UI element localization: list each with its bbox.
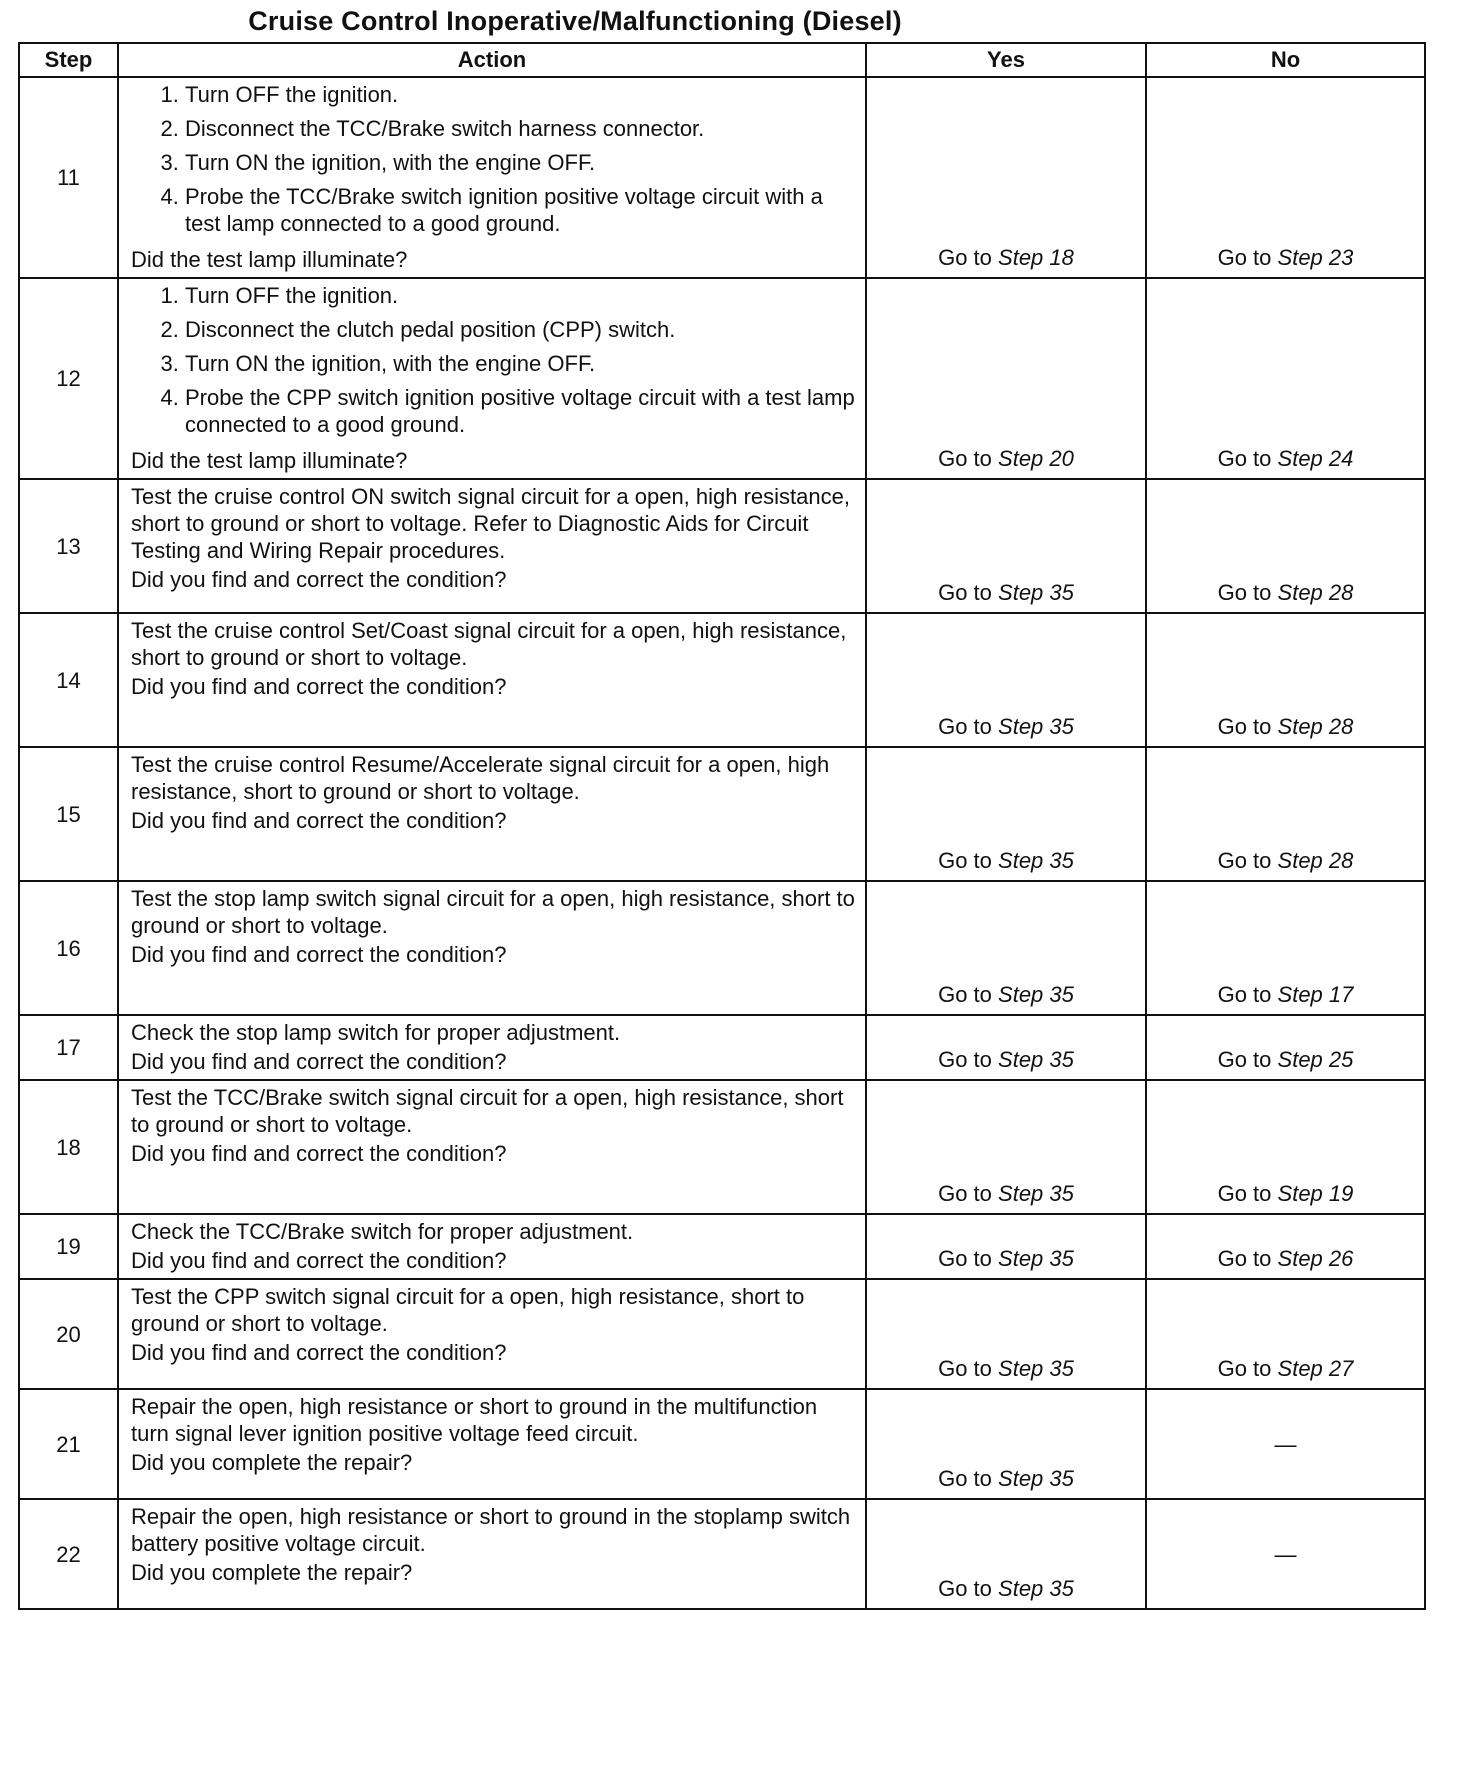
step-reference: [998, 1181, 1074, 1206]
answer-yes-cell: [866, 77, 1146, 278]
action-question: Did you find and correct the condition?: [131, 942, 507, 967]
go-to-text: Go to: [938, 580, 992, 605]
answer-no-cell: [1146, 1080, 1425, 1214]
action-question: Did the test lamp illuminate?: [131, 448, 408, 473]
action-cell: [118, 1214, 866, 1279]
answer-no-cell: [1146, 77, 1425, 278]
header-step: Step: [19, 43, 118, 77]
action-content: [131, 1218, 857, 1274]
action-text: Test the cruise control Resume/Accelerate signal circuit for a open, high resistance, short to ground or short to voltage.: [131, 752, 830, 804]
answer-yes-cell: [866, 1389, 1146, 1499]
action-question: Did you find and correct the condition?: [131, 674, 507, 699]
table-row: [19, 479, 1425, 613]
action-cell: [118, 77, 866, 278]
answer-yes-cell: [866, 479, 1146, 613]
step-word: Step: [998, 446, 1044, 471]
step-target: 35: [1049, 982, 1074, 1007]
action-cell: [118, 747, 866, 881]
step-number: 12: [19, 278, 118, 479]
step-number: 16: [19, 881, 118, 1015]
action-cell: [118, 1015, 866, 1080]
table-row: [19, 1080, 1425, 1214]
step-target: 35: [1049, 1246, 1074, 1271]
step-reference: [998, 1047, 1074, 1072]
step-reference: [1278, 1246, 1354, 1271]
step-word: Step: [998, 982, 1044, 1007]
action-content: [131, 483, 857, 593]
action-question: Did the test lamp illuminate?: [131, 247, 408, 272]
step-word: Step: [998, 245, 1044, 270]
step-target: 24: [1328, 446, 1354, 471]
table-row: [19, 881, 1425, 1015]
step-reference: [1278, 1356, 1354, 1381]
step-target: 35: [1049, 1576, 1074, 1601]
table-row: [19, 1279, 1425, 1389]
table-body: [19, 77, 1425, 1609]
action-content: [131, 1019, 857, 1075]
step-word: Step: [998, 580, 1044, 605]
step-target: 28: [1328, 714, 1354, 739]
answer-no-cell: [1146, 1015, 1425, 1080]
action-content: [131, 1283, 857, 1366]
step-word: Step: [998, 714, 1044, 739]
answer-yes-cell: [866, 747, 1146, 881]
action-cell: [118, 479, 866, 613]
go-to-text: Go to: [1217, 446, 1272, 471]
step-target: 35: [1049, 580, 1074, 605]
go-to-text: Go to: [1217, 848, 1272, 873]
step-target: 35: [1049, 1047, 1074, 1072]
action-text: Test the TCC/Brake switch signal circuit for a open, high resistance, short to ground or short to voltage.: [131, 1085, 844, 1137]
go-to-text: Go to: [1217, 245, 1272, 270]
header-no: No: [1146, 43, 1425, 77]
go-to-text: Go to: [938, 714, 992, 739]
table-row: [19, 1499, 1425, 1609]
action-text: Test the CPP switch signal circuit for a open, high resistance, short to ground or short to voltage.: [131, 1284, 805, 1336]
go-to-text: Go to: [938, 1047, 992, 1072]
step-target: 23: [1328, 245, 1354, 270]
step-number: 15: [19, 747, 118, 881]
step-reference: [1278, 848, 1354, 873]
table-row: [19, 1389, 1425, 1499]
action-question: Did you find and correct the condition?: [131, 808, 507, 833]
answer-no-cell: [1146, 1499, 1425, 1609]
action-question: Did you find and correct the condition?: [131, 1340, 507, 1365]
step-target: 35: [1049, 1356, 1074, 1381]
go-to-text: Go to: [938, 848, 992, 873]
action-text: Repair the open, high resistance or short to ground in the stoplamp switch battery positive voltage circuit.: [131, 1504, 851, 1556]
action-question: Did you complete the repair?: [131, 1560, 413, 1585]
action-step-item: 4. Probe the TCC/Brake switch ignition positive voltage circuit with a test lamp connected to a good ground.: [185, 183, 857, 237]
answer-yes-cell: [866, 881, 1146, 1015]
step-reference: [998, 446, 1074, 471]
step-target: 28: [1328, 848, 1354, 873]
step-word: Step: [998, 1356, 1044, 1381]
step-word: Step: [998, 1466, 1044, 1491]
action-content: [131, 885, 857, 968]
step-word: Step: [1277, 848, 1323, 873]
step-target: 28: [1328, 580, 1354, 605]
step-reference: [998, 1576, 1074, 1601]
table-row: [19, 1015, 1425, 1080]
step-word: Step: [1277, 982, 1323, 1007]
step-target: 17: [1328, 982, 1354, 1007]
action-step-item: 1. Turn OFF the ignition.: [185, 282, 857, 309]
action-cell: [118, 881, 866, 1015]
go-to-text: Go to: [1217, 580, 1272, 605]
answer-yes-cell: [866, 613, 1146, 747]
go-to-text: Go to: [1217, 1181, 1272, 1206]
table-row: [19, 278, 1425, 479]
step-word: Step: [998, 848, 1044, 873]
step-target: 18: [1049, 245, 1074, 270]
table-header-row: [19, 43, 1425, 77]
action-content: [131, 1393, 857, 1476]
step-reference: [998, 1356, 1074, 1381]
action-cell: [118, 613, 866, 747]
step-reference: [998, 848, 1074, 873]
answer-no-cell: [1146, 278, 1425, 479]
action-text: Check the TCC/Brake switch for proper adjustment.: [131, 1219, 634, 1244]
step-word: Step: [1277, 245, 1323, 270]
action-step-item: 3. Turn ON the ignition, with the engine OFF.: [185, 350, 857, 377]
go-to-text: Go to: [938, 1181, 992, 1206]
action-cell: [118, 1080, 866, 1214]
action-content: [131, 282, 857, 474]
step-reference: [998, 982, 1074, 1007]
answer-yes-cell: [866, 1080, 1146, 1214]
action-text: Repair the open, high resistance or short to ground in the multifunction turn signal lever ignition positive voltage feed circuit.: [131, 1394, 818, 1446]
step-word: Step: [1277, 1356, 1323, 1381]
action-content: [131, 81, 857, 273]
action-text: Check the stop lamp switch for proper adjustment.: [131, 1020, 621, 1045]
table-row: [19, 77, 1425, 278]
page-title: Cruise Control Inoperative/Malfunctioning (Diesel): [248, 6, 902, 36]
action-content: [131, 751, 857, 834]
go-to-text: Go to: [1217, 714, 1272, 739]
go-to-text: Go to: [1217, 1047, 1272, 1072]
step-word: Step: [1277, 1047, 1323, 1072]
step-word: Step: [1277, 714, 1323, 739]
action-content: [131, 1084, 857, 1167]
step-reference: [1278, 714, 1354, 739]
go-to-text: Go to: [938, 1576, 992, 1601]
step-number: 22: [19, 1499, 118, 1609]
answer-no-cell: [1146, 881, 1425, 1015]
go-to-text: Go to: [938, 982, 992, 1007]
action-steps-list: [131, 282, 857, 445]
action-step-item: 2. Disconnect the clutch pedal position (CPP) switch.: [185, 316, 857, 343]
step-reference: [1278, 245, 1354, 270]
step-target: 26: [1328, 1246, 1354, 1271]
step-target: 35: [1049, 848, 1074, 873]
step-target: 35: [1049, 714, 1074, 739]
action-question: Did you complete the repair?: [131, 1450, 413, 1475]
step-reference: [998, 580, 1074, 605]
answer-yes-cell: [866, 1214, 1146, 1279]
action-text: Test the cruise control Set/Coast signal circuit for a open, high resistance, short to ground or short to voltage.: [131, 618, 847, 670]
answer-yes-cell: [866, 1015, 1146, 1080]
go-to-text: Go to: [1217, 1356, 1272, 1381]
action-step-item: 1. Turn OFF the ignition.: [185, 81, 857, 108]
step-number: 11: [19, 77, 118, 278]
answer-no-cell: [1146, 1214, 1425, 1279]
go-to-text: Go to: [938, 1356, 992, 1381]
step-reference: [998, 1466, 1074, 1491]
action-text: Test the cruise control ON switch signal circuit for a open, high resistance, short to ground or short to voltage. Refer to Diagnostic Aids for Circuit Testing and Wiring Repair procedures.: [131, 484, 850, 563]
table-row: [19, 613, 1425, 747]
diagnostic-table: [18, 42, 1426, 1610]
answer-yes-cell: [866, 1279, 1146, 1389]
step-target: 27: [1328, 1356, 1354, 1381]
step-word: Step: [998, 1576, 1044, 1601]
action-question: Did you find and correct the condition?: [131, 567, 507, 592]
step-reference: [1278, 1047, 1354, 1072]
table-row: [19, 747, 1425, 881]
step-reference: [998, 1246, 1074, 1271]
action-question: Did you find and correct the condition?: [131, 1248, 507, 1273]
go-to-text: Go to: [1217, 982, 1272, 1007]
step-word: Step: [998, 1246, 1044, 1271]
step-word: Step: [998, 1047, 1044, 1072]
header-yes: Yes: [866, 43, 1146, 77]
step-number: 18: [19, 1080, 118, 1214]
go-to-text: Go to: [938, 446, 992, 471]
go-to-text: Go to: [1217, 1246, 1272, 1271]
step-target: 35: [1049, 1466, 1074, 1491]
step-word: Step: [1277, 446, 1323, 471]
step-target: 35: [1049, 1181, 1074, 1206]
step-number: 21: [19, 1389, 118, 1499]
step-target: 20: [1049, 446, 1074, 471]
step-number: 20: [19, 1279, 118, 1389]
step-target: 25: [1328, 1047, 1354, 1072]
step-word: Step: [1277, 1246, 1323, 1271]
answer-yes-cell: [866, 278, 1146, 479]
action-cell: [118, 278, 866, 479]
step-reference: [998, 245, 1074, 270]
action-step-item: 2. Disconnect the TCC/Brake switch harness connector.: [185, 115, 857, 142]
action-question: Did you find and correct the condition?: [131, 1049, 507, 1074]
step-reference: [1278, 446, 1354, 471]
step-word: Step: [1277, 580, 1323, 605]
table-row: [19, 1214, 1425, 1279]
answer-no-cell: [1146, 747, 1425, 881]
action-cell: [118, 1389, 866, 1499]
step-number: 19: [19, 1214, 118, 1279]
action-cell: [118, 1499, 866, 1609]
action-step-item: 3. Turn ON the ignition, with the engine OFF.: [185, 149, 857, 176]
not-applicable-dash: —: [1274, 1431, 1297, 1457]
go-to-text: Go to: [938, 1466, 992, 1491]
action-steps-list: [131, 81, 857, 244]
answer-no-cell: [1146, 479, 1425, 613]
step-number: 17: [19, 1015, 118, 1080]
go-to-text: Go to: [938, 1246, 992, 1271]
step-number: 13: [19, 479, 118, 613]
go-to-text: Go to: [938, 245, 992, 270]
step-word: Step: [1277, 1181, 1323, 1206]
action-step-item: 4. Probe the CPP switch ignition positive voltage circuit with a test lamp connected to a good ground.: [185, 384, 857, 438]
action-text: Test the stop lamp switch signal circuit for a open, high resistance, short to ground or short to voltage.: [131, 886, 855, 938]
not-applicable-dash: —: [1274, 1541, 1297, 1567]
step-word: Step: [998, 1181, 1044, 1206]
step-reference: [1278, 580, 1354, 605]
action-question: Did you find and correct the condition?: [131, 1141, 507, 1166]
step-number: 14: [19, 613, 118, 747]
action-content: [131, 1503, 857, 1586]
answer-no-cell: [1146, 1389, 1425, 1499]
header-action: Action: [118, 43, 866, 77]
answer-yes-cell: [866, 1499, 1146, 1609]
step-reference: [998, 714, 1074, 739]
action-content: [131, 617, 857, 700]
step-reference: [1278, 982, 1354, 1007]
step-target: 19: [1328, 1181, 1354, 1206]
answer-no-cell: [1146, 1279, 1425, 1389]
answer-no-cell: [1146, 613, 1425, 747]
action-cell: [118, 1279, 866, 1389]
step-reference: [1278, 1181, 1354, 1206]
